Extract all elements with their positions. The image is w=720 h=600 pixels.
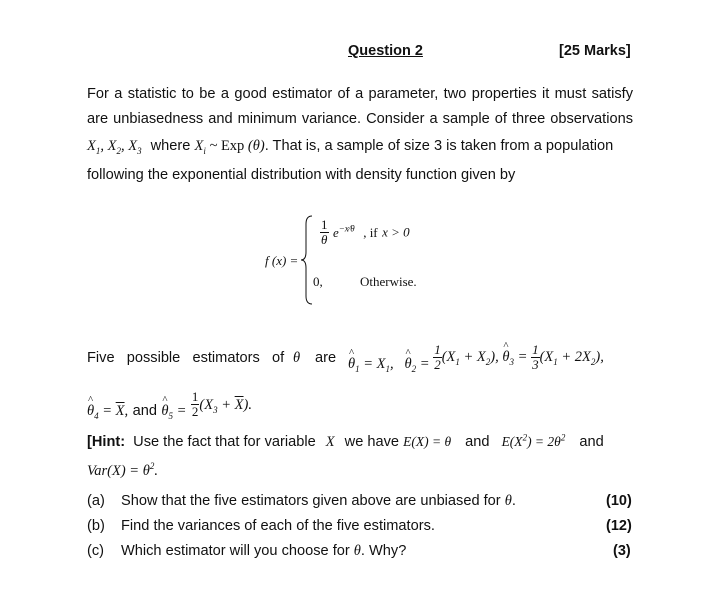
part-c-marks: (3) bbox=[613, 543, 631, 559]
part-a-marks: (10) bbox=[606, 493, 632, 509]
intro-line-1: For a statistic to be a good estimator of a parameter, two properties it must satisfy bbox=[87, 86, 633, 102]
exp-distribution: $X_i$ ~ Exp (θ) bbox=[194, 138, 265, 156]
part-b-label: (b) bbox=[87, 518, 105, 534]
intro-line-2: are unbiasedness and minimum variance. Consider a sample of three observations bbox=[87, 111, 633, 127]
where-word: where bbox=[150, 138, 191, 154]
intro-line-3-tail: . That is, a sample of size 3 is taken from a population bbox=[264, 138, 614, 154]
part-a-text: Show that the five estimators given above are unbiased for θ. bbox=[121, 493, 516, 509]
and-word: and bbox=[132, 402, 157, 419]
question-marks: [25 Marks] bbox=[559, 43, 631, 59]
hint-line-2: $Var(X) = \theta^2$. bbox=[87, 461, 158, 479]
density-case-2-condition: Otherwise. bbox=[360, 274, 417, 289]
part-c-text: Which estimator will you choose for θ. Why? bbox=[121, 543, 407, 559]
estimators-definitions: ^ $\theta_1 = X_1$, ^ $\theta_2$ = $\frac{1}{2}$ $(X_1 + X_2)$, ^ $\theta_3$ = $\frac{1}{3}$ $(X_1 + 2X_2)$, bbox=[348, 343, 604, 372]
intro-line-4: following the exponential distribution with density function given by bbox=[87, 167, 516, 183]
density-brace bbox=[300, 214, 316, 306]
theta-symbol: θ bbox=[293, 350, 301, 366]
density-lhs: f (x) = bbox=[265, 253, 299, 268]
part-b-text: Find the variances of each of the five estimators. bbox=[121, 518, 435, 534]
are-word: are bbox=[315, 350, 337, 366]
density-case-2-value: 0, bbox=[313, 274, 323, 289]
intro-line-3 bbox=[87, 138, 613, 155]
question-title: Question 2 bbox=[348, 43, 423, 59]
density-case-1: $\frac{1}{\theta}$ $e^{-x⁄\theta}$ , if x > 0 bbox=[321, 217, 410, 247]
hint-label: Hint: bbox=[91, 434, 126, 450]
one-over-theta: $\frac{1}{\theta}$ bbox=[321, 217, 328, 247]
part-c-label: (c) bbox=[87, 543, 105, 559]
exp-term: $e^{-x⁄\theta}$ bbox=[332, 223, 355, 240]
part-a-label: (a) bbox=[87, 493, 105, 509]
sample-observations: $X_1$, $X_2$, $X_3$ bbox=[87, 138, 142, 156]
part-b-marks: (12) bbox=[606, 518, 632, 534]
hint-line-1: [Hint: Use the fact that for variable X we have E(X) = θ and $E(X^2) = 2\theta^2$ and bbox=[87, 432, 604, 450]
estimators-intro: Five possible estimators of bbox=[87, 350, 285, 366]
estimators-line-2: ^ $\theta_4 = \overline{X}$, and ^ $\theta_5$ = $\frac{1}{2}$ $(X_3 + \overline{X})$. bbox=[87, 390, 252, 419]
